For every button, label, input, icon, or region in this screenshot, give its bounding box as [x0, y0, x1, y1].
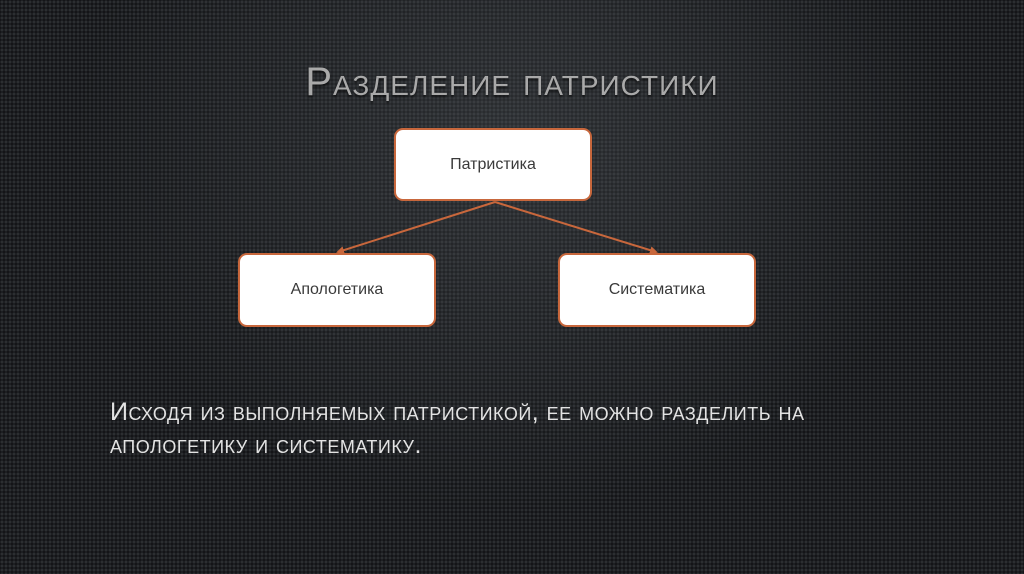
node-label: Патристика: [450, 155, 536, 173]
edge-root-to-systematics: [495, 202, 656, 252]
node-label: Систематика: [608, 281, 706, 298]
node-systematics: [558, 253, 756, 327]
edge-root-to-apologetics: [338, 202, 495, 252]
body-paragraph: Исходя из выполняемых патристикой, ее можно разделить на апологетику и систематику.: [110, 398, 805, 459]
slide-title: Разделение патристики: [305, 60, 719, 104]
node-patristics: [394, 128, 592, 201]
node-apologetics: [238, 253, 436, 327]
node-label: Апологетика: [290, 281, 384, 298]
